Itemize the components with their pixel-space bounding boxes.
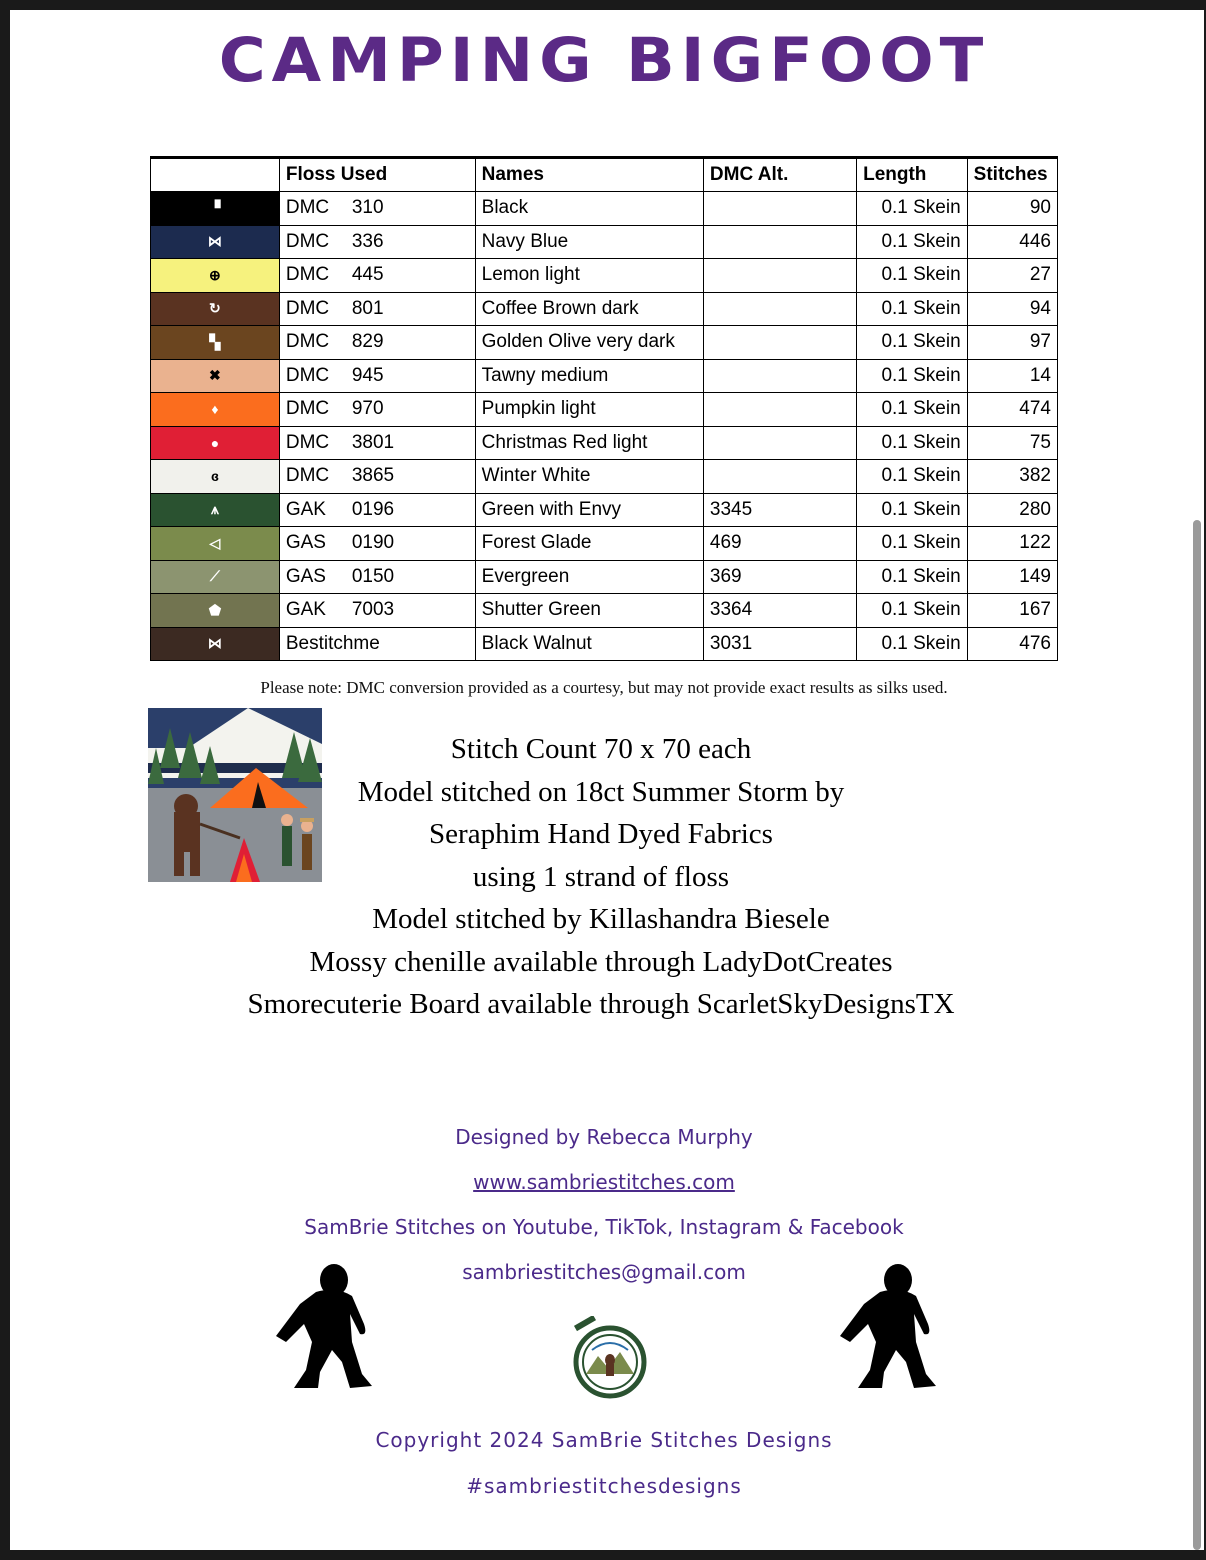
header-stitches: Stitches bbox=[967, 158, 1057, 192]
stitches-cell: 446 bbox=[967, 225, 1057, 259]
floss-symbol-swatch: ⩚ bbox=[151, 493, 280, 527]
floss-brand: GAK bbox=[285, 498, 326, 520]
floss-brand: DMC bbox=[285, 297, 330, 319]
table-row bbox=[151, 493, 1058, 527]
floss-brand: DMC bbox=[285, 364, 330, 386]
floss-symbol-swatch: ▝ bbox=[151, 192, 280, 226]
stitches-cell: 476 bbox=[967, 627, 1057, 661]
floss-name-cell: Golden Olive very dark bbox=[475, 326, 703, 360]
floss-number: 336 bbox=[351, 230, 384, 252]
floss-symbol-swatch: ⟋ bbox=[151, 560, 280, 594]
dmc-alt-cell bbox=[703, 393, 856, 427]
floss-number: 445 bbox=[351, 264, 384, 286]
header-length: Length bbox=[857, 158, 968, 192]
floss-symbol-swatch: ▚ bbox=[151, 326, 280, 360]
floss-symbol-swatch: ◁ bbox=[151, 527, 280, 561]
floss-number: 7003 bbox=[351, 599, 395, 621]
floss-code-cell bbox=[279, 594, 475, 628]
header-names: Names bbox=[475, 158, 703, 192]
dmc-alt-cell bbox=[703, 359, 856, 393]
floss-name-cell: Navy Blue bbox=[475, 225, 703, 259]
length-cell: 0.1 Skein bbox=[857, 292, 968, 326]
dmc-alt-cell bbox=[703, 426, 856, 460]
floss-code-cell bbox=[279, 292, 475, 326]
stitches-cell: 280 bbox=[967, 493, 1057, 527]
floss-name-cell: Christmas Red light bbox=[475, 426, 703, 460]
floss-brand: DMC bbox=[285, 264, 330, 286]
email-address[interactable]: sambriestitches@gmail.com bbox=[462, 1260, 746, 1284]
floss-symbol-swatch: ✖ bbox=[151, 359, 280, 393]
floss-number: 3801 bbox=[351, 431, 395, 453]
dmc-alt-cell bbox=[703, 292, 856, 326]
dmc-alt-cell: 369 bbox=[703, 560, 856, 594]
floss-number: 0196 bbox=[351, 498, 395, 520]
table-row bbox=[151, 359, 1058, 393]
floss-brand: GAK bbox=[285, 599, 326, 621]
floss-number: 0150 bbox=[351, 565, 395, 587]
floss-symbol-swatch: ⋈ bbox=[151, 225, 280, 259]
floss-code-cell bbox=[279, 326, 475, 360]
floss-brand: DMC bbox=[285, 230, 330, 252]
table-row bbox=[151, 259, 1058, 293]
stitcher-credit: Model stitched by Killashandra Biesele bbox=[372, 903, 830, 935]
table-header-row bbox=[151, 158, 1058, 192]
bigfoot-silhouette-icon bbox=[836, 1262, 946, 1392]
length-cell: 0.1 Skein bbox=[857, 259, 968, 293]
bigfoot-silhouette-icon bbox=[272, 1262, 382, 1392]
dmc-alt-cell bbox=[703, 192, 856, 226]
floss-name-cell: Black Walnut bbox=[475, 627, 703, 661]
table-row bbox=[151, 560, 1058, 594]
floss-code-cell bbox=[279, 460, 475, 494]
floss-number: 945 bbox=[351, 364, 384, 386]
stitches-cell: 75 bbox=[967, 426, 1057, 460]
table-row bbox=[151, 393, 1058, 427]
strand-info: using 1 strand of floss bbox=[472, 860, 730, 893]
floss-name-cell: Green with Envy bbox=[475, 493, 703, 527]
floss-brand: DMC bbox=[285, 398, 330, 420]
floss-brand: Bestitchme bbox=[285, 632, 380, 654]
floss-table-body bbox=[151, 192, 1058, 661]
copyright-text: Copyright 2024 SamBrie Stitches Designs bbox=[375, 1428, 833, 1452]
floss-code-cell bbox=[279, 560, 475, 594]
floss-symbol-swatch: ɞ bbox=[151, 460, 280, 494]
dmc-alt-cell bbox=[703, 460, 856, 494]
table-row bbox=[151, 426, 1058, 460]
floss-code-cell bbox=[279, 527, 475, 561]
table-row bbox=[151, 192, 1058, 226]
floss-code-cell bbox=[279, 225, 475, 259]
designer-name: Designed by Rebecca Murphy bbox=[455, 1125, 753, 1149]
floss-number: 0190 bbox=[351, 532, 395, 554]
length-cell: 0.1 Skein bbox=[857, 426, 968, 460]
floss-brand: GAS bbox=[285, 532, 326, 554]
table-row bbox=[151, 460, 1058, 494]
dmc-alt-cell bbox=[703, 225, 856, 259]
length-cell: 0.1 Skein bbox=[857, 627, 968, 661]
floss-number: 3865 bbox=[351, 465, 395, 487]
floss-number: 310 bbox=[351, 197, 384, 219]
social-media-line: SamBrie Stitches on Youtube, TikTok, Instagram & Facebook bbox=[304, 1215, 904, 1239]
floss-symbol-swatch: ⬟ bbox=[151, 594, 280, 628]
floss-name-cell: Black bbox=[475, 192, 703, 226]
length-cell: 0.1 Skein bbox=[857, 460, 968, 494]
table-row bbox=[151, 292, 1058, 326]
floss-brand: DMC bbox=[285, 465, 330, 487]
length-cell: 0.1 Skein bbox=[857, 192, 968, 226]
copyright-block bbox=[10, 1422, 1198, 1514]
stitches-cell: 97 bbox=[967, 326, 1057, 360]
floss-brand: DMC bbox=[285, 331, 330, 353]
length-cell: 0.1 Skein bbox=[857, 225, 968, 259]
length-cell: 0.1 Skein bbox=[857, 393, 968, 427]
floss-name-cell: Tawny medium bbox=[475, 359, 703, 393]
length-cell: 0.1 Skein bbox=[857, 560, 968, 594]
floss-code-cell bbox=[279, 393, 475, 427]
floss-symbol-swatch: ● bbox=[151, 426, 280, 460]
dmc-alt-cell bbox=[703, 326, 856, 360]
table-row bbox=[151, 527, 1058, 561]
chenille-credit: Mossy chenille available through LadyDotCreates bbox=[309, 945, 893, 978]
stitches-cell: 14 bbox=[967, 359, 1057, 393]
floss-symbol-swatch: ↻ bbox=[151, 292, 280, 326]
conversion-note: Please note: DMC conversion provided as a courtesy, but may not provide exact results as silks used. bbox=[260, 678, 948, 697]
designer-credits bbox=[10, 1120, 1198, 1300]
sambrie-logo-icon bbox=[568, 1316, 652, 1400]
stitches-cell: 474 bbox=[967, 393, 1057, 427]
floss-name-cell: Evergreen bbox=[475, 560, 703, 594]
floss-name-cell: Pumpkin light bbox=[475, 393, 703, 427]
table-row bbox=[151, 326, 1058, 360]
floss-name-cell: Coffee Brown dark bbox=[475, 292, 703, 326]
length-cell: 0.1 Skein bbox=[857, 527, 968, 561]
floss-symbol-swatch: ⊕ bbox=[151, 259, 280, 293]
length-cell: 0.1 Skein bbox=[857, 326, 968, 360]
floss-number: 970 bbox=[351, 398, 384, 420]
stitches-cell: 90 bbox=[967, 192, 1057, 226]
dmc-alt-cell: 3031 bbox=[703, 627, 856, 661]
stitches-cell: 94 bbox=[967, 292, 1057, 326]
table-row bbox=[151, 225, 1058, 259]
header-symbol bbox=[151, 158, 280, 192]
pattern-info bbox=[190, 728, 1012, 1026]
floss-table bbox=[150, 156, 1058, 661]
floss-code-cell bbox=[279, 359, 475, 393]
length-cell: 0.1 Skein bbox=[857, 493, 968, 527]
dmc-alt-cell: 469 bbox=[703, 527, 856, 561]
floss-number: 801 bbox=[351, 297, 384, 319]
table-row bbox=[151, 627, 1058, 661]
length-cell: 0.1 Skein bbox=[857, 359, 968, 393]
stitches-cell: 122 bbox=[967, 527, 1057, 561]
floss-code-cell bbox=[279, 259, 475, 293]
stitches-cell: 149 bbox=[967, 560, 1057, 594]
floss-symbol-swatch: ⋈ bbox=[151, 627, 280, 661]
document-page bbox=[10, 10, 1198, 1550]
stitch-count: Stitch Count 70 x 70 each bbox=[450, 733, 752, 765]
floss-name-cell: Forest Glade bbox=[475, 527, 703, 561]
dmc-alt-cell bbox=[703, 259, 856, 293]
header-floss-used: Floss Used bbox=[279, 158, 475, 192]
floss-brand: GAS bbox=[285, 565, 326, 587]
stitches-cell: 382 bbox=[967, 460, 1057, 494]
floss-code-cell bbox=[279, 627, 475, 661]
page-title: CAMPING BIGFOOT bbox=[218, 25, 990, 97]
board-credit: Smorecuterie Board available through ScarletSkyDesignsTX bbox=[247, 988, 955, 1020]
floss-name-cell: Lemon light bbox=[475, 259, 703, 293]
dmc-alt-cell: 3345 bbox=[703, 493, 856, 527]
hashtag-text: #sambriestitchesdesigns bbox=[466, 1474, 742, 1498]
floss-brand: DMC bbox=[285, 197, 330, 219]
dmc-alt-cell: 3364 bbox=[703, 594, 856, 628]
floss-symbol-swatch: ♦ bbox=[151, 393, 280, 427]
floss-name-cell: Winter White bbox=[475, 460, 703, 494]
floss-number: 829 bbox=[351, 331, 384, 353]
floss-code-cell bbox=[279, 493, 475, 527]
floss-name-cell: Shutter Green bbox=[475, 594, 703, 628]
stitches-cell: 167 bbox=[967, 594, 1057, 628]
table-row bbox=[151, 594, 1058, 628]
stitches-cell: 27 bbox=[967, 259, 1057, 293]
scrollbar-thumb[interactable] bbox=[1193, 520, 1201, 1550]
website-link[interactable]: www.sambriestitches.com bbox=[473, 1170, 735, 1194]
fabric-line: Model stitched on 18ct Summer Storm by bbox=[357, 775, 845, 808]
floss-code-cell bbox=[279, 426, 475, 460]
length-cell: 0.1 Skein bbox=[857, 594, 968, 628]
floss-brand: DMC bbox=[285, 431, 330, 453]
vertical-scrollbar[interactable] bbox=[1190, 10, 1204, 1550]
fabric-maker: Seraphim Hand Dyed Fabrics bbox=[429, 818, 773, 850]
floss-code-cell bbox=[279, 192, 475, 226]
header-dmc-alt: DMC Alt. bbox=[703, 158, 856, 192]
